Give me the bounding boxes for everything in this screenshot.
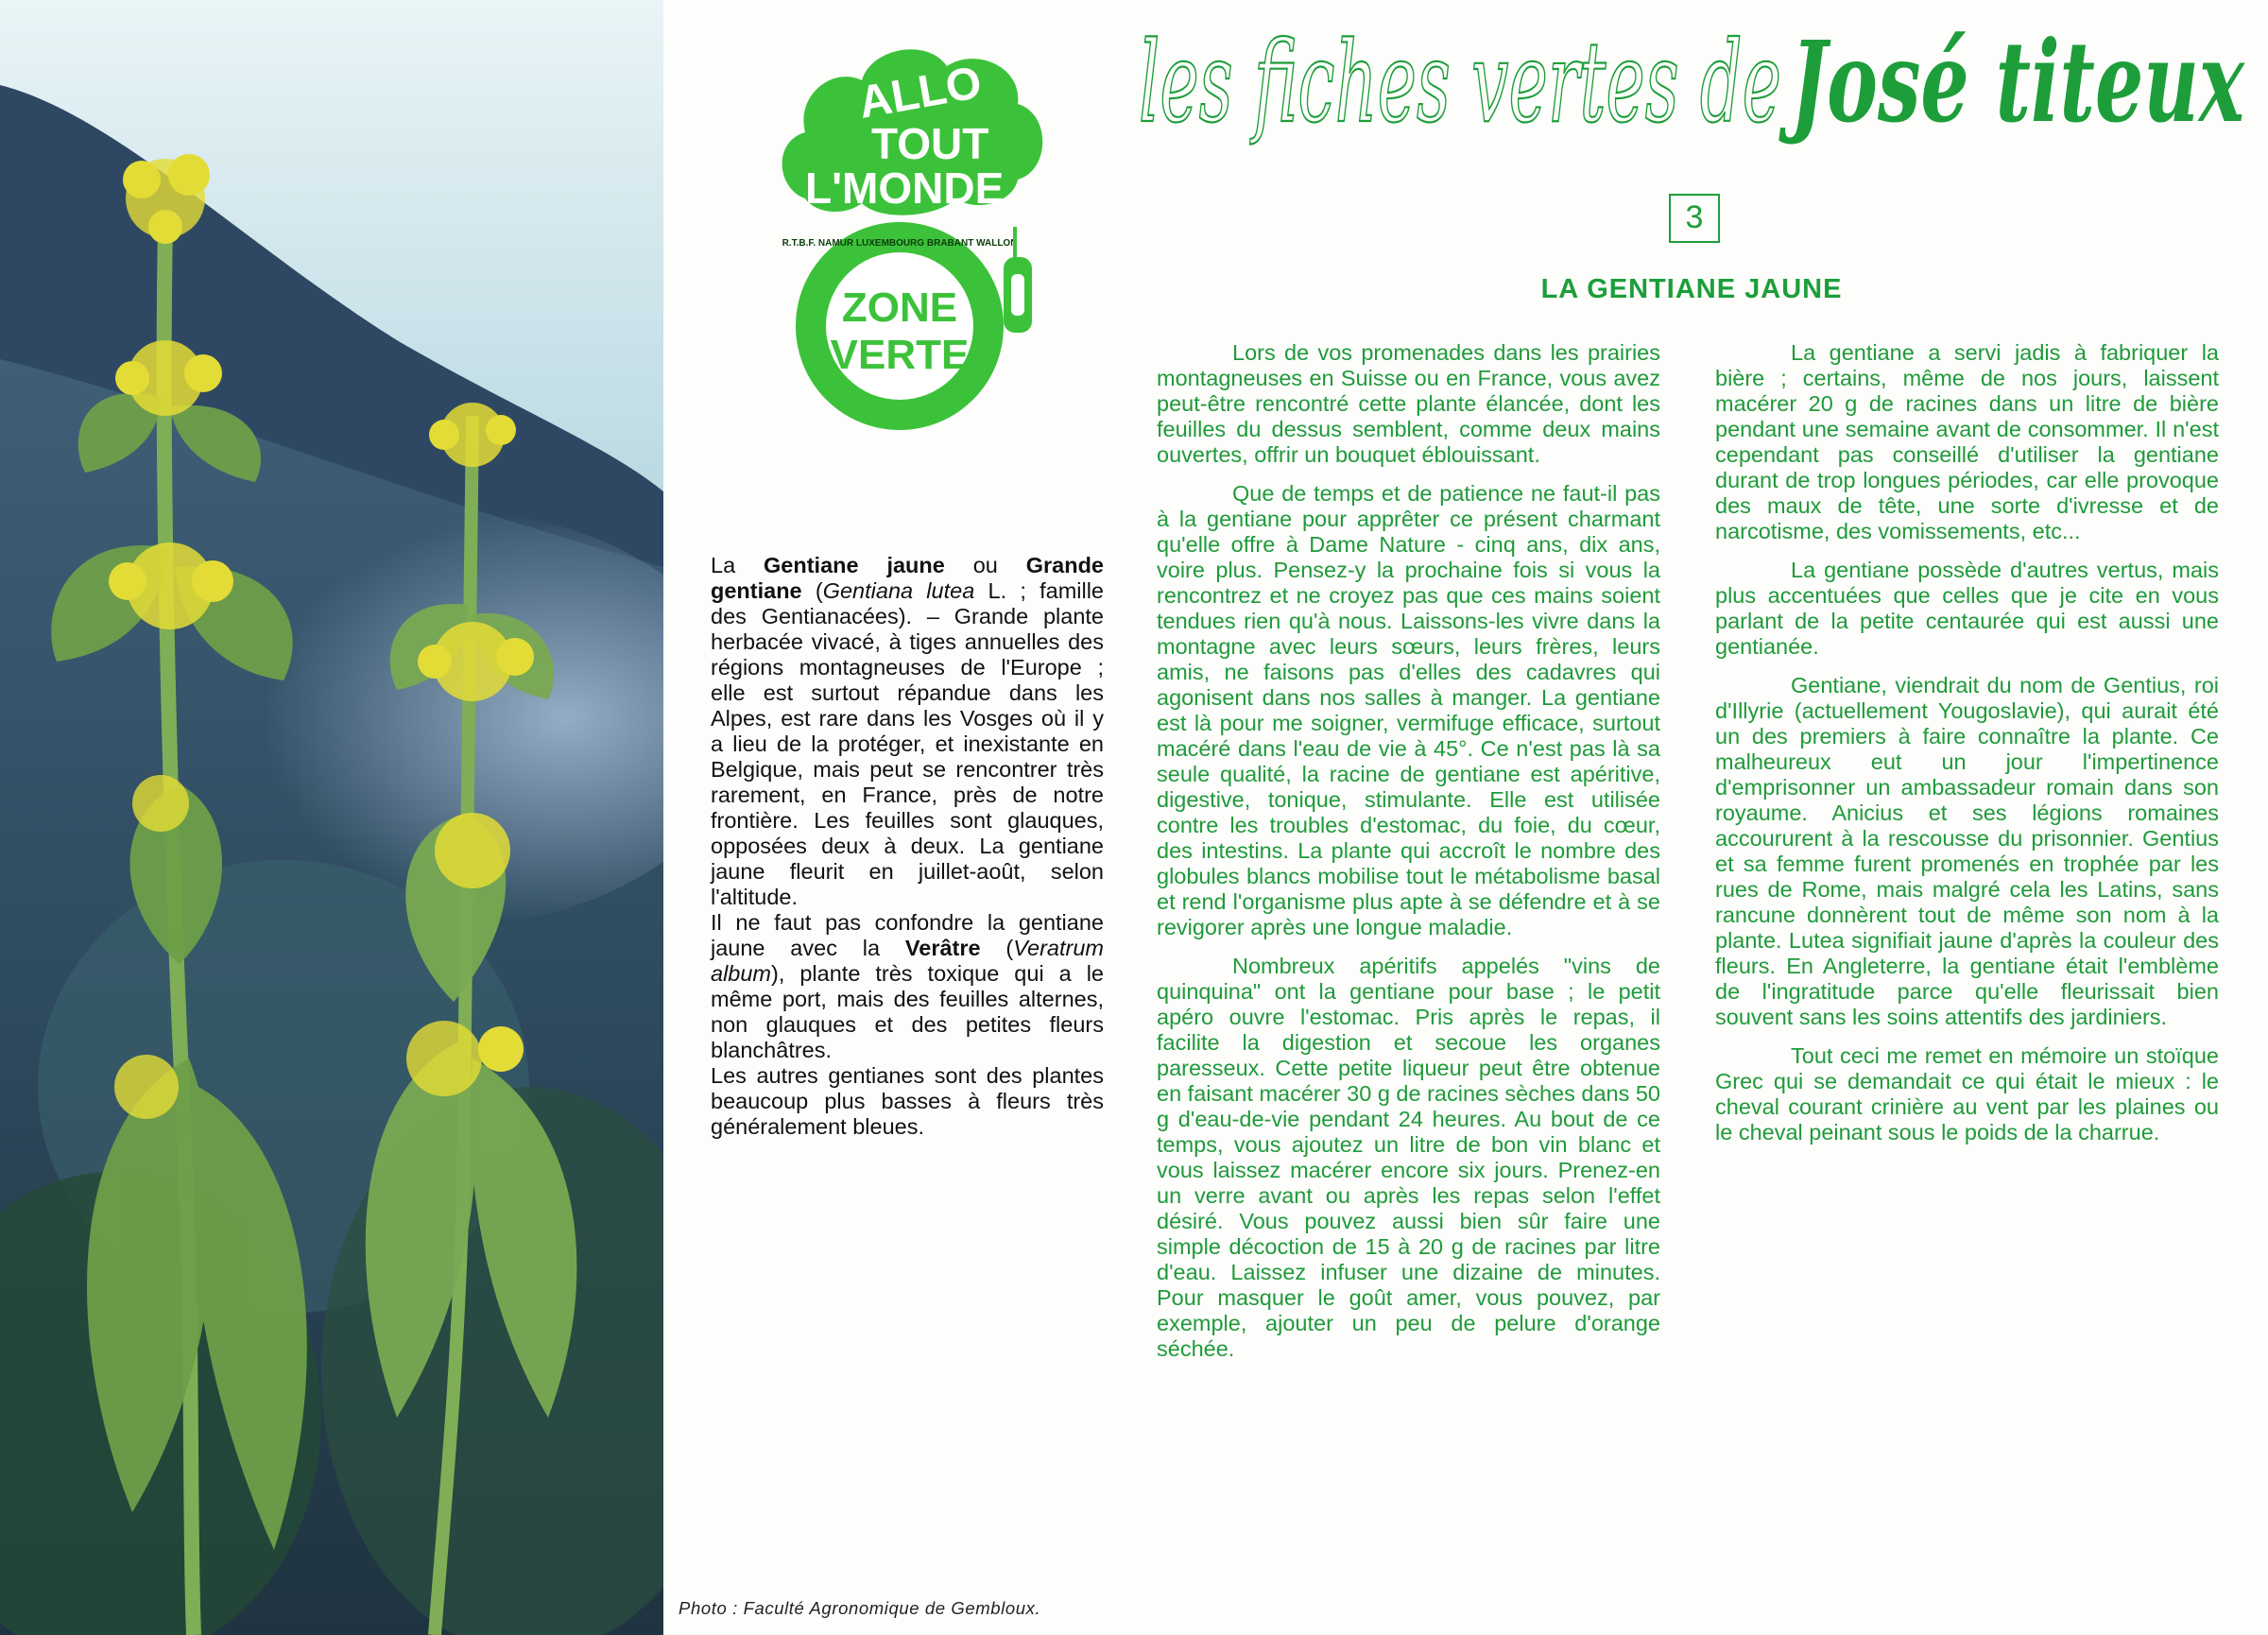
article-column-2 <box>1715 340 2219 1159</box>
logo-regions: R.T.B.F. NAMUR LUXEMBOURG BRABANT WALLON <box>782 238 1018 249</box>
logo-line3: L'MONDE <box>805 164 1005 213</box>
column2-paragraph: La gentiane possède d'autres vertus, mais plus accentuées que celles que je cite en vous parlant de la petite centaurée qui est aussi une gentianée. <box>1715 558 2219 659</box>
description-paragraph-1: La Gentiane jaune ou Grande gentiane (Gentiana lutea L. ; famille des Gentianacées). – Grande plante herbacée vivacé, à tiges annuelles des régions montagneuses de l'Europe ; elle est surtout répandue dans les Alpes, est rare dans les Vosges où il y a lieu de la protéger, et inexistante en Belgique, mais peut se rencontrer très rarement, en France, près de notre frontière. Les feuilles sont glauques, opposées deux à deux. La gentiane jaune fleurit en juillet-août, selon l'altitude. <box>711 553 1105 909</box>
column1-paragraph: Lors de vos promenades dans les prairies montagneuses en Suisse ou en France, vous avez peut-être rencontré cette plante élancée, dont les feuilles du dessus semblent, comme deux mains ouvertes, offrir un bouquet éblouissant. <box>1157 340 1660 467</box>
column1-paragraph: Nombreux apéritifs appelés "vins de quinquina" ont la gentiane pour base ; le petit apéro ouvre l'estomac. Pris après le repas, il facilite la digestion et secoue les organes paresseux. Cette petite liqueur peut être obtenue en faisant macérer 30 g de racines sèches dans 50 g d'eau-de-vie pendant 24 heures. Au bout de ce temps, vous ajoutez un litre de bon vin blanc et vous laissez macérer encore six jours. Prenez-en un verre avant ou après les repas selon l'effet désiré. Vous pouvez aussi bien sûr faire une simple décoction de 15 à 20 g de racines par litre d'eau. Laissez infuser une dizaine de minutes. Pour masquer le goût amer, vous pouvez, par exemple, ajouter un peu de pelure d'orange séchée. <box>1157 954 1660 1361</box>
gentian-photo <box>0 0 663 1635</box>
logo-verte: VERTE <box>830 332 970 378</box>
photo-credit: Photo : Faculté Agronomique de Gembloux. <box>679 1598 1041 1618</box>
description-paragraph-3: Les autres gentianes sont des plantes beaucoup plus basses à fleurs très généralement bleues. <box>711 1063 1104 1139</box>
column1-paragraph: Que de temps et de patience ne faut-il pas à la gentiane pour apprêter ce présent charmant qu'elle offre à Dame Nature - cinq ans, dix ans, voire plus. Pensez-y la prochaine fois si vous la rencontrez et ne croyez pas que ces mains soient tendues rien qu'à nous. Laissons-les vivre dans la montagne avec leurs sœurs, leurs frères, leurs amis, ne faisons pas d'elles des cadavres qui agonisent dans nos salles à manger. La gentiane est là pour me soigner, vermifuge efficace, surtout macéré dans l'eau de vie à 45°. Ce n'est pas là sa seule qualité, la racine de gentiane est apéritive, digestive, tonique, stimulante. Elle est utilisée contre les troubles d'estomac, du foie, du cœur, des intestins. La plante qui accroît le nombre des globules blancs mobilise tout le métabolisme basal et rend l'organisme plus apte à se défendre et à se revigorer après une longue maladie. <box>1157 481 1660 939</box>
logo-line1: ALLO <box>854 57 986 129</box>
logo-line2: TOUT <box>871 119 989 168</box>
fiche-number: 3 <box>1669 194 1720 243</box>
logo-graphic <box>767 38 1051 454</box>
column2-paragraph: La gentiane a servi jadis à fabriquer la bière ; certains, même de nos jours, laissent macérer 20 g de racines dans un litre de bière pendant une semaine avant de consommer. Il n'est cependant pas conseillé d'utiliser la gentiane durant de trop longues périodes, car elle provoque des maux de tête, une sorte d'ivresse et de narcotisme, des vomissements, etc... <box>1715 340 2219 543</box>
masthead <box>1139 8 2254 197</box>
article-column-1 <box>1157 340 1660 1375</box>
masthead-script <box>1139 8 2254 197</box>
column2-paragraph: Tout ceci me remet en mémoire un stoïque Grec qui se demandait ce qui était le mieux : le cheval courant crinière au vent par les plaines ou le cheval peinant sous le poids de la charrue. <box>1715 1043 2219 1144</box>
logo-zone: ZONE <box>841 284 958 331</box>
column2-paragraph: Gentiane, viendrait du nom de Gentius, roi d'Illyrie (actuellement Yougoslavie), qui aurait été un des premiers à faire connaître la plante. Ce malheureux eut un jour l'impertinence d'emprisonner un ambassadeur romain dans son royaume. Anicius et ses légions romaines accoururent à la rescousse du prisonnier. Gentius et sa femme furent promenés en trophée par les rues de Rome, mais malgré cela les Latins, sans rancune donnèrent tout de même son nom à la plante. Lutea signifiait jaune d'après la couleur des fleurs. En Angleterre, la gentiane était l'emblème de l'ingratitude parce qu'elle fleurissait bien souvent sans les soins attentifs des jardiniers. <box>1715 673 2219 1029</box>
svg-text:les fiches vertes de: les fiches vertes de <box>1139 17 1781 147</box>
article-title: LA GENTIANE JAUNE <box>1540 274 1843 304</box>
allo-tout-l-monde-logo <box>767 38 1051 454</box>
svg-text:José titeux: José titeux <box>1778 16 2246 147</box>
description-paragraph-2: Il ne faut pas confondre la gentiane jaune avec la Verâtre (Veratrum album), plante très toxique qui a le même port, mais des feuilles alternes, non glauques et des petites fleurs blanchâtres. <box>711 910 1104 1062</box>
description-box <box>711 553 1104 1140</box>
